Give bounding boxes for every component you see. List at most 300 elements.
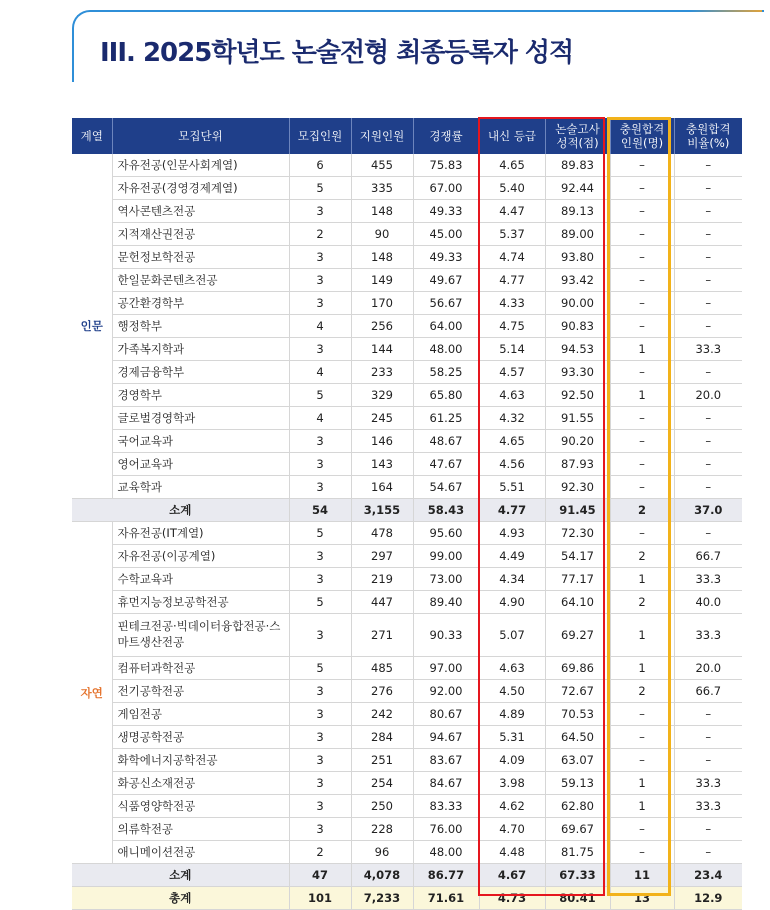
cell-additional-count: 2 [610, 680, 674, 703]
cell-quota: 47 [289, 864, 351, 887]
cell-essay-score: 80.41 [545, 887, 610, 910]
header-applicants: 지원인원 [351, 118, 413, 154]
table-row [72, 269, 742, 292]
cell-additional-count: – [610, 315, 674, 338]
cell-quota: 101 [289, 887, 351, 910]
cell-competition: 84.67 [413, 772, 479, 795]
cell-grade: 4.74 [479, 246, 545, 269]
cell-competition: 83.67 [413, 749, 479, 772]
cell-additional-count: 1 [610, 795, 674, 818]
cell-unit: 화공신소재전공 [112, 772, 289, 795]
cell-applicants: 276 [351, 680, 413, 703]
cell-additional-count: 1 [610, 772, 674, 795]
cell-additional-count: 1 [610, 338, 674, 361]
cell-applicants: 250 [351, 795, 413, 818]
cell-essay-score: 92.30 [545, 476, 610, 499]
cell-grade: 4.48 [479, 841, 545, 864]
total-row [72, 887, 742, 910]
cell-essay-score: 72.30 [545, 522, 610, 545]
cell-grade: 4.75 [479, 315, 545, 338]
header-additional-count [610, 118, 674, 154]
cell-unit: 자유전공(인문사회계열) [112, 154, 289, 177]
cell-additional-count: – [610, 223, 674, 246]
cell-quota: 3 [289, 818, 351, 841]
cell-essay-score: 92.50 [545, 384, 610, 407]
table-row [72, 338, 742, 361]
cell-quota: 3 [289, 772, 351, 795]
cell-quota: 2 [289, 841, 351, 864]
cell-additional-count: – [610, 522, 674, 545]
cell-additional-count: 2 [610, 591, 674, 614]
table-row [72, 680, 742, 703]
cell-grade: 4.50 [479, 680, 545, 703]
cell-quota: 3 [289, 726, 351, 749]
page-title: III. 2025학년도 논술전형 최종등록자 성적 [100, 38, 574, 68]
cell-applicants: 233 [351, 361, 413, 384]
cell-competition: 86.77 [413, 864, 479, 887]
cell-applicants: 335 [351, 177, 413, 200]
table-row [72, 795, 742, 818]
cell-competition: 49.33 [413, 246, 479, 269]
cell-applicants: 228 [351, 818, 413, 841]
cell-additional-count: 2 [610, 499, 674, 522]
cell-additional-ratio: 20.0 [674, 657, 742, 680]
cell-additional-ratio: 20.0 [674, 384, 742, 407]
cell-competition: 54.67 [413, 476, 479, 499]
cell-applicants: 143 [351, 453, 413, 476]
cell-grade: 4.65 [479, 154, 545, 177]
category-label: 자연 [72, 522, 112, 864]
total-label: 총계 [72, 887, 289, 910]
cell-unit: 화학에너지공학전공 [112, 749, 289, 772]
cell-unit: 지적재산권전공 [112, 223, 289, 246]
cell-additional-ratio: – [674, 246, 742, 269]
cell-applicants: 148 [351, 246, 413, 269]
cell-additional-count: – [610, 177, 674, 200]
cell-applicants: 219 [351, 568, 413, 591]
cell-additional-count: – [610, 703, 674, 726]
cell-competition: 48.67 [413, 430, 479, 453]
cell-essay-score: 87.93 [545, 453, 610, 476]
cell-applicants: 144 [351, 338, 413, 361]
cell-grade: 4.34 [479, 568, 545, 591]
cell-competition: 80.67 [413, 703, 479, 726]
cell-applicants: 149 [351, 269, 413, 292]
results-table [72, 118, 742, 910]
cell-essay-score: 89.00 [545, 223, 610, 246]
table-row [72, 749, 742, 772]
cell-unit: 휴먼지능정보공학전공 [112, 591, 289, 614]
cell-essay-score: 91.55 [545, 407, 610, 430]
cell-essay-score: 64.50 [545, 726, 610, 749]
table-row [72, 614, 742, 657]
cell-grade: 4.47 [479, 200, 545, 223]
cell-additional-count: 1 [610, 614, 674, 657]
cell-essay-score: 77.17 [545, 568, 610, 591]
cell-essay-score: 89.83 [545, 154, 610, 177]
cell-additional-count: – [610, 246, 674, 269]
cell-additional-count: – [610, 292, 674, 315]
cell-unit: 행정학부 [112, 315, 289, 338]
header-quota: 모집인원 [289, 118, 351, 154]
cell-applicants: 329 [351, 384, 413, 407]
cell-unit: 역사콘텐츠전공 [112, 200, 289, 223]
cell-applicants: 251 [351, 749, 413, 772]
cell-additional-ratio: – [674, 177, 742, 200]
cell-competition: 67.00 [413, 177, 479, 200]
cell-essay-score: 90.00 [545, 292, 610, 315]
cell-competition: 48.00 [413, 841, 479, 864]
cell-essay-score: 69.67 [545, 818, 610, 841]
subtotal-label: 소계 [72, 864, 289, 887]
cell-additional-ratio: 40.0 [674, 591, 742, 614]
cell-essay-score: 69.27 [545, 614, 610, 657]
category-label: 인문 [72, 154, 112, 499]
cell-applicants: 7,233 [351, 887, 413, 910]
cell-additional-ratio: 33.3 [674, 614, 742, 657]
cell-unit: 전기공학전공 [112, 680, 289, 703]
cell-competition: 58.43 [413, 499, 479, 522]
cell-additional-ratio: 66.7 [674, 680, 742, 703]
cell-quota: 4 [289, 361, 351, 384]
cell-additional-ratio: – [674, 749, 742, 772]
table-row [72, 476, 742, 499]
cell-additional-ratio: – [674, 315, 742, 338]
cell-quota: 5 [289, 177, 351, 200]
cell-applicants: 297 [351, 545, 413, 568]
cell-additional-ratio: – [674, 223, 742, 246]
cell-competition: 64.00 [413, 315, 479, 338]
cell-unit: 교육학과 [112, 476, 289, 499]
cell-competition: 75.83 [413, 154, 479, 177]
cell-unit: 핀테크전공·빅데이터융합전공·스마트생산전공 [112, 614, 289, 657]
cell-additional-count: 1 [610, 657, 674, 680]
cell-applicants: 284 [351, 726, 413, 749]
cell-competition: 99.00 [413, 545, 479, 568]
cell-grade: 4.67 [479, 864, 545, 887]
cell-additional-count: – [610, 361, 674, 384]
cell-quota: 54 [289, 499, 351, 522]
cell-additional-count: – [610, 200, 674, 223]
cell-competition: 49.67 [413, 269, 479, 292]
cell-competition: 48.00 [413, 338, 479, 361]
cell-additional-count: – [610, 453, 674, 476]
cell-applicants: 256 [351, 315, 413, 338]
cell-quota: 3 [289, 269, 351, 292]
cell-applicants: 254 [351, 772, 413, 795]
cell-grade: 4.65 [479, 430, 545, 453]
cell-competition: 95.60 [413, 522, 479, 545]
cell-grade: 4.77 [479, 269, 545, 292]
cell-additional-count: – [610, 154, 674, 177]
table-row [72, 453, 742, 476]
cell-essay-score: 94.53 [545, 338, 610, 361]
cell-additional-ratio: – [674, 200, 742, 223]
cell-additional-ratio: 33.3 [674, 568, 742, 591]
table-row [72, 772, 742, 795]
cell-grade: 4.73 [479, 887, 545, 910]
cell-unit: 게임전공 [112, 703, 289, 726]
cell-essay-score: 63.07 [545, 749, 610, 772]
cell-applicants: 271 [351, 614, 413, 657]
cell-unit: 자유전공(이공계열) [112, 545, 289, 568]
cell-grade: 4.62 [479, 795, 545, 818]
cell-additional-ratio: 33.3 [674, 795, 742, 818]
cell-grade: 4.63 [479, 657, 545, 680]
cell-unit: 식품영양학전공 [112, 795, 289, 818]
cell-quota: 3 [289, 680, 351, 703]
cell-quota: 3 [289, 614, 351, 657]
cell-unit: 가족복지학과 [112, 338, 289, 361]
cell-applicants: 96 [351, 841, 413, 864]
cell-essay-score: 93.42 [545, 269, 610, 292]
cell-additional-ratio: 33.3 [674, 338, 742, 361]
cell-quota: 3 [289, 749, 351, 772]
cell-grade: 4.49 [479, 545, 545, 568]
subtotal-label: 소계 [72, 499, 289, 522]
cell-quota: 3 [289, 200, 351, 223]
cell-grade: 4.77 [479, 499, 545, 522]
cell-applicants: 164 [351, 476, 413, 499]
cell-additional-ratio: 66.7 [674, 545, 742, 568]
cell-competition: 73.00 [413, 568, 479, 591]
cell-additional-count: – [610, 726, 674, 749]
cell-additional-count: 13 [610, 887, 674, 910]
header-category: 계열 [72, 118, 112, 154]
table-row [72, 223, 742, 246]
table-row [72, 407, 742, 430]
cell-additional-count: – [610, 841, 674, 864]
table-row [72, 522, 742, 545]
cell-grade: 5.37 [479, 223, 545, 246]
table-row [72, 292, 742, 315]
table-row [72, 315, 742, 338]
cell-unit: 영어교육과 [112, 453, 289, 476]
cell-essay-score: 91.45 [545, 499, 610, 522]
cell-additional-ratio: – [674, 841, 742, 864]
cell-competition: 45.00 [413, 223, 479, 246]
table-row [72, 657, 742, 680]
cell-applicants: 478 [351, 522, 413, 545]
cell-additional-ratio: – [674, 703, 742, 726]
cell-essay-score: 59.13 [545, 772, 610, 795]
cell-grade: 4.32 [479, 407, 545, 430]
cell-grade: 3.98 [479, 772, 545, 795]
cell-competition: 76.00 [413, 818, 479, 841]
cell-unit: 애니메이션전공 [112, 841, 289, 864]
cell-essay-score: 72.67 [545, 680, 610, 703]
cell-quota: 3 [289, 246, 351, 269]
cell-competition: 83.33 [413, 795, 479, 818]
cell-quota: 2 [289, 223, 351, 246]
table-row [72, 200, 742, 223]
cell-essay-score: 93.80 [545, 246, 610, 269]
cell-essay-score: 93.30 [545, 361, 610, 384]
cell-additional-ratio: – [674, 154, 742, 177]
cell-additional-count: – [610, 749, 674, 772]
cell-additional-ratio: – [674, 726, 742, 749]
table-row [72, 177, 742, 200]
cell-essay-score: 62.80 [545, 795, 610, 818]
cell-applicants: 148 [351, 200, 413, 223]
cell-unit: 국어교육과 [112, 430, 289, 453]
cell-additional-count: – [610, 476, 674, 499]
cell-essay-score: 81.75 [545, 841, 610, 864]
cell-competition: 47.67 [413, 453, 479, 476]
cell-unit: 공간환경학부 [112, 292, 289, 315]
cell-unit: 자유전공(IT계열) [112, 522, 289, 545]
cell-unit: 문헌정보학전공 [112, 246, 289, 269]
cell-competition: 71.61 [413, 887, 479, 910]
cell-additional-count: 1 [610, 384, 674, 407]
cell-grade: 4.57 [479, 361, 545, 384]
cell-additional-count: – [610, 407, 674, 430]
cell-grade: 5.31 [479, 726, 545, 749]
cell-additional-ratio: 33.3 [674, 772, 742, 795]
table-row [72, 818, 742, 841]
cell-additional-ratio: 23.4 [674, 864, 742, 887]
cell-essay-score: 67.33 [545, 864, 610, 887]
cell-applicants: 485 [351, 657, 413, 680]
cell-quota: 3 [289, 545, 351, 568]
cell-unit: 경제금융학부 [112, 361, 289, 384]
cell-quota: 3 [289, 568, 351, 591]
cell-additional-ratio: – [674, 430, 742, 453]
cell-applicants: 242 [351, 703, 413, 726]
cell-additional-ratio: 37.0 [674, 499, 742, 522]
cell-grade: 4.63 [479, 384, 545, 407]
cell-grade: 4.33 [479, 292, 545, 315]
table-row [72, 154, 742, 177]
cell-additional-count: 1 [610, 568, 674, 591]
cell-additional-ratio: – [674, 269, 742, 292]
cell-applicants: 245 [351, 407, 413, 430]
cell-unit: 경영학부 [112, 384, 289, 407]
header-competition: 경쟁률 [413, 118, 479, 154]
cell-additional-count: – [610, 818, 674, 841]
cell-quota: 3 [289, 338, 351, 361]
cell-competition: 89.40 [413, 591, 479, 614]
cell-grade: 5.40 [479, 177, 545, 200]
cell-quota: 5 [289, 657, 351, 680]
cell-quota: 6 [289, 154, 351, 177]
cell-essay-score: 70.53 [545, 703, 610, 726]
cell-applicants: 455 [351, 154, 413, 177]
cell-additional-ratio: – [674, 292, 742, 315]
subtotal-row [72, 499, 742, 522]
cell-competition: 97.00 [413, 657, 479, 680]
header-additional-ratio-label: 충원합격 비율(%) [686, 121, 731, 150]
cell-essay-score: 90.83 [545, 315, 610, 338]
cell-additional-count: – [610, 269, 674, 292]
table-header-row [72, 118, 742, 154]
cell-essay-score: 92.44 [545, 177, 610, 200]
header-essay-score-label: 논술고사 성적(점) [555, 121, 600, 150]
header-additional-ratio [674, 118, 742, 154]
cell-competition: 61.25 [413, 407, 479, 430]
cell-competition: 92.00 [413, 680, 479, 703]
header-essay-score [545, 118, 610, 154]
cell-additional-ratio: – [674, 818, 742, 841]
cell-grade: 4.90 [479, 591, 545, 614]
cell-applicants: 170 [351, 292, 413, 315]
cell-additional-ratio: – [674, 522, 742, 545]
header-grade: 내신 등급 [479, 118, 545, 154]
subtotal-row [72, 864, 742, 887]
cell-grade: 4.09 [479, 749, 545, 772]
cell-essay-score: 90.20 [545, 430, 610, 453]
table-row [72, 726, 742, 749]
cell-unit: 컴퓨터과학전공 [112, 657, 289, 680]
cell-unit: 자유전공(경영경제계열) [112, 177, 289, 200]
cell-competition: 94.67 [413, 726, 479, 749]
table-row [72, 591, 742, 614]
cell-additional-ratio: – [674, 453, 742, 476]
cell-competition: 49.33 [413, 200, 479, 223]
cell-unit: 수학교육과 [112, 568, 289, 591]
cell-applicants: 3,155 [351, 499, 413, 522]
cell-quota: 3 [289, 703, 351, 726]
table-row [72, 430, 742, 453]
cell-grade: 5.07 [479, 614, 545, 657]
cell-quota: 3 [289, 795, 351, 818]
cell-quota: 3 [289, 292, 351, 315]
cell-additional-count: 11 [610, 864, 674, 887]
cell-competition: 56.67 [413, 292, 479, 315]
cell-quota: 5 [289, 384, 351, 407]
cell-quota: 3 [289, 430, 351, 453]
cell-applicants: 90 [351, 223, 413, 246]
cell-quota: 3 [289, 476, 351, 499]
cell-competition: 58.25 [413, 361, 479, 384]
cell-competition: 90.33 [413, 614, 479, 657]
cell-quota: 4 [289, 407, 351, 430]
cell-additional-ratio: – [674, 407, 742, 430]
table-row [72, 545, 742, 568]
cell-essay-score: 89.13 [545, 200, 610, 223]
cell-quota: 3 [289, 453, 351, 476]
cell-grade: 4.56 [479, 453, 545, 476]
cell-unit: 글로벌경영학과 [112, 407, 289, 430]
cell-quota: 5 [289, 522, 351, 545]
cell-unit: 한일문화콘텐츠전공 [112, 269, 289, 292]
cell-essay-score: 69.86 [545, 657, 610, 680]
cell-additional-ratio: – [674, 361, 742, 384]
cell-quota: 4 [289, 315, 351, 338]
cell-unit: 의류학전공 [112, 818, 289, 841]
table-row [72, 703, 742, 726]
cell-competition: 65.80 [413, 384, 479, 407]
cell-additional-count: 2 [610, 545, 674, 568]
cell-grade: 4.89 [479, 703, 545, 726]
cell-applicants: 4,078 [351, 864, 413, 887]
cell-grade: 5.14 [479, 338, 545, 361]
table-row [72, 246, 742, 269]
table-row [72, 568, 742, 591]
table-row [72, 361, 742, 384]
cell-essay-score: 64.10 [545, 591, 610, 614]
cell-grade: 4.93 [479, 522, 545, 545]
cell-quota: 5 [289, 591, 351, 614]
cell-additional-ratio: 12.9 [674, 887, 742, 910]
header-additional-count-label: 충원합격 인원(명) [619, 121, 665, 150]
cell-applicants: 146 [351, 430, 413, 453]
cell-essay-score: 54.17 [545, 545, 610, 568]
cell-grade: 4.70 [479, 818, 545, 841]
header-unit: 모집단위 [112, 118, 289, 154]
title-frame-accent [690, 10, 762, 12]
cell-additional-ratio: – [674, 476, 742, 499]
